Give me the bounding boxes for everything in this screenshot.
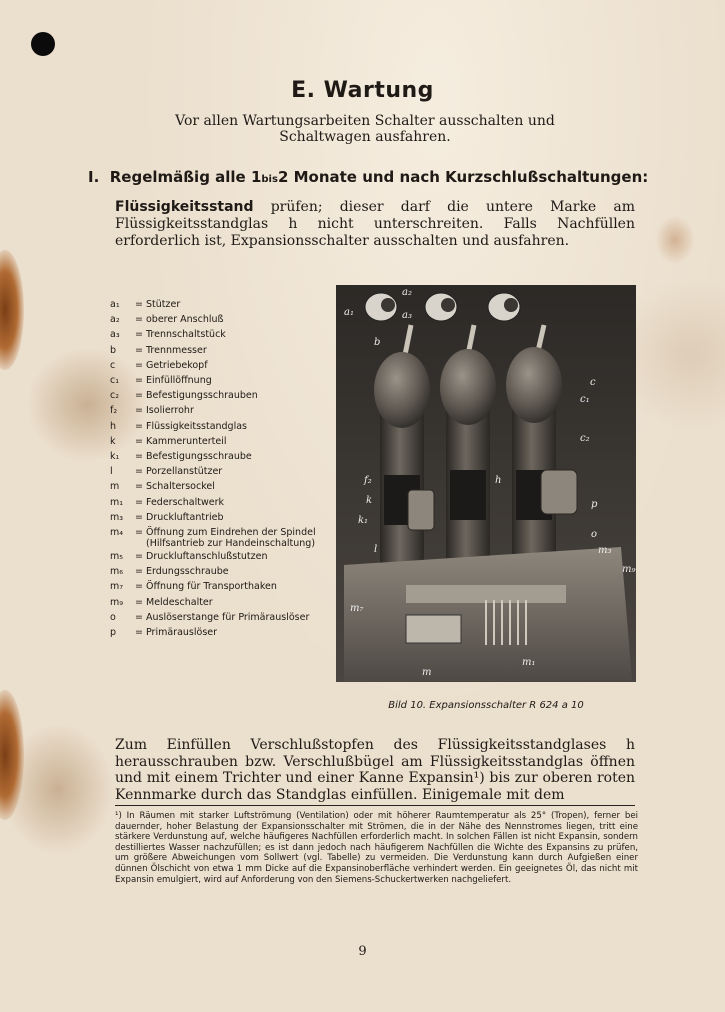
legend-key: a₁: [110, 299, 120, 310]
page-title: E. Wartung: [291, 78, 434, 103]
intro-text: prüfen; dieser darf die untere Marke am Flüssigkeitsstandglas h nicht unterschreiten. Falls Nachfüllen erforderlich ist, Expansionsschalter ausschalten und ausfahren.: [115, 199, 635, 249]
legend-equals: =: [135, 466, 143, 478]
page-number: 9: [358, 944, 367, 959]
photo-label: o: [591, 529, 598, 540]
legend-equals: =: [135, 375, 143, 387]
legend-key: b: [110, 344, 117, 356]
legend-equals: =: [135, 496, 143, 508]
legend-key: k₁: [110, 451, 120, 463]
legend-equals: =: [135, 299, 143, 310]
legend-text: Isolierrohr: [146, 405, 194, 417]
legend-equals: =: [135, 359, 143, 371]
legend-item: [110, 403, 325, 418]
legend-text: Meldeschalter: [146, 596, 213, 608]
legend-item: [110, 449, 325, 464]
legend-key: m₉: [110, 596, 124, 608]
legend-key: a₃: [110, 329, 120, 341]
legend-equals: =: [135, 314, 143, 326]
legend-text: Primärauslöser: [146, 627, 218, 639]
legend-item: [110, 358, 325, 373]
legend-text: Federschaltwerk: [146, 496, 224, 508]
legend-equals: =: [135, 581, 143, 593]
legend-equals: =: [135, 596, 143, 608]
legend-equals: =: [135, 627, 143, 639]
legend-text: Stützer: [146, 299, 181, 310]
legend-text: Kammerunterteil: [146, 435, 227, 447]
intro-lead: Flüssigkeitsstand: [115, 199, 254, 215]
section-heading: [88, 168, 648, 186]
legend-key: a₂: [110, 314, 120, 326]
photo-label: k: [366, 495, 373, 506]
legend-equals: =: [135, 344, 143, 356]
switch-photo: [336, 285, 636, 682]
body-paragraph: Zum Einfüllen Verschlußstopfen des Flüssigkeitsstandglases h herausschrauben bzw. Verschlußbügel am Flüssigkeitsstandglas öffnen und mit einem Trichter und einer Kanne Expansin¹) bis zur oberen roten Kennmarke durch das Standglas einfüllen. Einigemale mit dem: [115, 737, 635, 803]
punch-hole: [31, 32, 55, 56]
legend-text: Einfüllöffnung: [146, 375, 212, 387]
figure-caption: Bild 10. Expansionsschalter R 624 a 10: [388, 700, 584, 711]
legend-text: Erdungsschraube: [146, 566, 229, 578]
photo-label: l: [374, 544, 378, 555]
legend-item: [110, 297, 325, 312]
legend-equals: =: [135, 611, 143, 623]
photo-label: m₉: [622, 564, 636, 575]
legend-text: Befestigungsschrauben: [146, 390, 258, 402]
legend-text: Schaltersockel: [146, 481, 215, 493]
section-text-after: 2 Monate und nach Kurzschlußschaltungen:: [277, 168, 649, 186]
legend-list: [110, 297, 325, 640]
legend-equals: =: [135, 435, 143, 447]
legend-item: [110, 625, 325, 640]
legend-key: m: [110, 481, 120, 493]
legend-text: Flüssigkeitsstandglas: [146, 420, 248, 432]
legend-item: [110, 373, 325, 388]
rust-stain: [0, 690, 24, 820]
legend-item: [110, 525, 325, 549]
legend-item: [110, 610, 325, 625]
photo-label: m₇: [350, 603, 364, 614]
photo-label: a₁: [344, 307, 354, 318]
legend-equals: =: [135, 566, 143, 578]
paper-stain: [655, 215, 695, 265]
footnote-rule: [115, 805, 635, 806]
legend-key: m₁: [110, 496, 124, 508]
legend-equals: =: [135, 511, 143, 523]
legend-key: m₃: [110, 511, 124, 523]
legend-equals: =: [135, 420, 143, 432]
legend-item: [110, 312, 325, 327]
legend-equals: =: [135, 527, 143, 539]
legend-item: [110, 327, 325, 342]
photo-label: b: [374, 337, 381, 348]
legend-text: Öffnung zum Eindrehen der Spindel (Hilfsantrieb zur Handeinschaltung): [146, 527, 316, 550]
legend-key: l: [110, 466, 113, 478]
legend-key: c: [110, 359, 116, 371]
photo-label: c₁: [580, 394, 590, 405]
legend-item: [110, 343, 325, 358]
legend-text: Öffnung für Transporthaken: [146, 581, 277, 593]
legend-equals: =: [135, 390, 143, 402]
legend-key: m₆: [110, 566, 124, 578]
rust-stain: [0, 250, 24, 370]
footnote: ¹) In Räumen mit starker Luftströmung (Ventilation) oder mit höherer Raumtemperatur als 25° (Tropen), ferner bei dauernder, hoher Belastung der Expansionsschalter mit Strömen, die in der Nähe des Nennstromes liegen, tritt eine stärkere Verdunstung auf, welche häufigeres Nachfüllen erforderlich macht. In solchen Fällen ist nicht Expansin, sondern destilliertes Wasser nachzufüllen; es ist dann jedoch nach häufigerem Nachfüllen die Wichte des Expansins zu prüfen, um größere Abweichungen vom Sollwert (vgl. Tabelle) zu vermeiden. Die Verdunstung kann durch Aufgießen einer dünnen Ölschicht von etwa 1 mm Dicke auf die Expansinoberfläche verhindert werden. Ein geeignetes Öl, das nicht mit Expansin emulgiert, wird auf Anforderung von den Siemens-Schuckertwerken nachgeliefert.: [115, 811, 638, 885]
photo-label: m₃: [598, 545, 612, 556]
photo-label: a₃: [402, 310, 412, 321]
legend-text: Getriebekopf: [146, 359, 208, 371]
section-number: I.: [88, 168, 100, 186]
photo-label: a₂: [402, 287, 412, 298]
legend-item: [110, 479, 325, 494]
photo-label: f₂: [364, 475, 372, 486]
section-text-small: bis: [261, 174, 278, 185]
legend-key: f₂: [110, 405, 118, 417]
legend-text: Auslöserstange für Primärauslöser: [146, 611, 310, 623]
section-text-before: Regelmäßig alle 1: [109, 168, 262, 186]
legend-item: [110, 549, 325, 564]
legend-equals: =: [135, 551, 143, 563]
photo-label: k₁: [358, 515, 369, 526]
legend-text: Befestigungsschraube: [146, 451, 252, 463]
legend-text: oberer Anschluß: [146, 314, 224, 326]
legend-text: Trennmesser: [146, 344, 207, 356]
photo-label: p: [591, 499, 598, 510]
switch-photo-illustration: [336, 285, 636, 682]
legend-key: m₄: [110, 527, 124, 539]
photo-label: c: [590, 377, 596, 388]
legend-item: [110, 495, 325, 510]
legend-key: h: [110, 420, 117, 432]
legend-key: p: [110, 627, 117, 639]
legend-item: [110, 464, 325, 479]
legend-key: m₅: [110, 551, 124, 563]
legend-text: Porzellanstützer: [146, 466, 223, 478]
legend-text: Druckluftanschlußstutzen: [146, 551, 268, 563]
photo-label: m: [422, 667, 432, 678]
legend-text: Trennschaltstück: [146, 329, 226, 341]
legend-equals: =: [135, 405, 143, 417]
page-subtitle: Vor allen Wartungsarbeiten Schalter ausschalten und Schaltwagen ausfahren.: [175, 113, 555, 145]
legend-key: c₂: [110, 390, 120, 402]
legend-item: [110, 419, 325, 434]
legend-key: c₁: [110, 375, 120, 387]
legend-equals: =: [135, 451, 143, 463]
legend-key: o: [110, 611, 116, 623]
legend-item: [110, 510, 325, 525]
legend-item: [110, 595, 325, 610]
photo-label: c₂: [580, 433, 590, 444]
legend-text: Druckluftantrieb: [146, 511, 224, 523]
legend-item: [110, 579, 325, 594]
legend-equals: =: [135, 329, 143, 341]
photo-label: m₁: [522, 657, 536, 668]
legend-equals: =: [135, 481, 143, 493]
legend-item: [110, 434, 325, 449]
legend-item: [110, 564, 325, 579]
legend-key: m₇: [110, 581, 124, 593]
legend-key: k: [110, 435, 116, 447]
intro-paragraph: [115, 199, 635, 250]
legend-item: [110, 388, 325, 403]
photo-label: h: [495, 475, 502, 486]
